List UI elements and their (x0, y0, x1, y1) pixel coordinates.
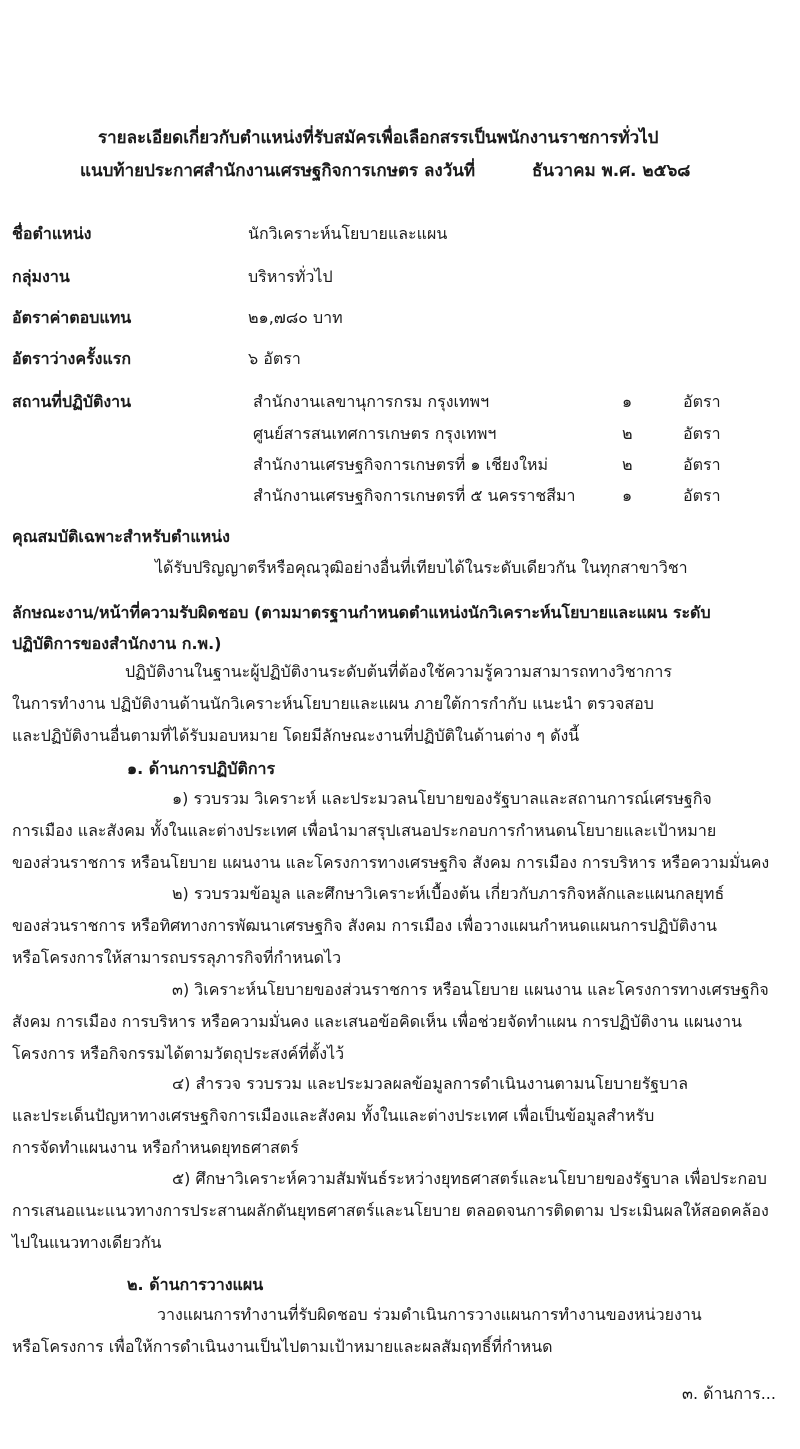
section2-line: วางแผนการทำงานที่รับผิดชอบ ร่วมดำเนินการวางแผนการทำงานของหน่วยงาน (157, 1305, 702, 1324)
vacancy-label: อัตราว่างครั้งแรก (12, 349, 132, 368)
position-label: ชื่อตำแหน่ง (12, 224, 92, 243)
item-line: ของส่วนราชการ หรือทิศทางการพัฒนาเศรษฐกิจ สังคม การเมือง เพื่อวางแผนกำหนดแผนการปฏิบัติงาน (12, 916, 717, 935)
location-unit: อัตรา (683, 392, 721, 411)
vacancy-value: ๖ อัตรา (248, 349, 301, 368)
section1-heading: ๑. ด้านการปฏิบัติการ (127, 759, 276, 778)
item-line: การเมือง และสังคม ทั้งในและต่างประเทศ เพื่อนำมาสรุปเสนอประกอบการกำหนดนโยบายและเป้าหมาย (12, 821, 717, 840)
location-unit: อัตรา (683, 424, 721, 443)
position-value: นักวิเคราะห์นโยบายและแผน (248, 224, 448, 243)
location-name: สำนักงานเลขานุการกรม กรุงเทพฯ (253, 392, 490, 411)
continuation-text: ๓. ด้านการ... (682, 1384, 776, 1403)
location-unit: อัตรา (683, 486, 721, 505)
item-line: และประเด็นปัญหาทางเศรษฐกิจการเมืองและสังคม ทั้งในและต่างประเทศ เพื่อเป็นข้อมูลสำหรับ (12, 1106, 655, 1125)
qualifications-heading: คุณสมบัติเฉพาะสำหรับตำแหน่ง (12, 527, 230, 546)
salary-value: ๒๑,๗๘๐ บาท (248, 308, 343, 327)
group-value: บริหารทั่วไป (248, 267, 333, 286)
section2-text (12, 1299, 702, 1363)
qualifications-text: ได้รับปริญญาตรีหรือคุณวุฒิอย่างอื่นที่เทียบได้ในระดับเดียวกัน ในทุกสาขาวิชา (155, 558, 688, 577)
item-line: ๓) วิเคราะห์นโยบายของส่วนราชการ หรือนโยบาย แผนงาน และโครงการทางเศรษฐกิจ (172, 980, 769, 999)
duties-intro-line: ปฏิบัติงานในฐานะผู้ปฏิบัติงานระดับต้นที่ต้องใช้ความรู้ความสามารถทางวิชาการ (125, 662, 672, 681)
location-count: ๒ (622, 424, 633, 443)
item-line: สังคม การเมือง การบริหาร หรือความมั่นคง และเสนอข้อคิดเห็น เพื่อช่วยจัดทำแผน การปฏิบัติงาน แผนงาน (12, 1012, 742, 1031)
document-title-line2-left: แนบท้ายประกาศสำนักงานเศรษฐกิจการเกษตร ลงวันที่ (80, 161, 476, 181)
item-line: โครงการ หรือกิจกรรมได้ตามวัตถุประสงค์ที่ตั้งไว้ (12, 1044, 345, 1063)
location-count: ๒ (622, 455, 633, 474)
item-line: ของส่วนราชการ หรือนโยบาย แผนงาน และโครงการทางเศรษฐกิจ สังคม การเมือง การบริหาร หรือความมั่นคง (12, 853, 770, 872)
duties-intro-line: และปฏิบัติงานอื่นตามที่ได้รับมอบหมาย โดยมีลักษณะงานที่ปฏิบัติในด้านต่าง ๆ ดังนี้ (12, 726, 580, 745)
item-line: ๑) รวบรวม วิเคราะห์ และประมวลนโยบายของรัฐบาลและสถานการณ์เศรษฐกิจ (172, 789, 712, 808)
item-line: การเสนอแนะแนวทางการประสานผลักดันยุทธศาสตร์และนโยบาย ตลอดจนการติดตาม ประเมินผลให้สอดคล้อง (12, 1201, 769, 1220)
location-label: สถานที่ปฏิบัติงาน (12, 392, 132, 411)
document-title-line2-right: ธันวาคม พ.ศ. ๒๕๖๘ (532, 161, 691, 181)
location-name: สำนักงานเศรษฐกิจการเกษตรที่ ๕ นครราชสีมา (253, 486, 576, 505)
section1-item4 (12, 1068, 688, 1164)
item-line: ๕) ศึกษาวิเคราะห์ความสัมพันธ์ระหว่างยุทธศาสตร์และนโยบายของรัฐบาล เพื่อประกอบ (172, 1169, 767, 1188)
duties-intro (12, 656, 672, 752)
duties-intro-line: ในการทำงาน ปฏิบัติงานด้านนักวิเคราะห์นโยบายและแผน ภายใต้การกำกับ แนะนำ ตรวจสอบ (12, 694, 654, 713)
location-name: ศูนย์สารสนเทศการเกษตร กรุงเทพฯ (253, 424, 497, 443)
item-line: หรือโครงการให้สามารถบรรลุภารกิจที่กำหนดไว (12, 948, 342, 967)
section1-item5 (12, 1163, 769, 1259)
document-title-line1: รายละเอียดเกี่ยวกับตำแหน่งที่รับสมัครเพื่อเลือกสรรเป็นพนักงานราชการทั่วไป (98, 128, 659, 148)
salary-label: อัตราค่าตอบแทน (12, 308, 132, 327)
location-unit: อัตรา (683, 455, 721, 474)
duties-heading-line1: ลักษณะงาน/หน้าที่ความรับผิดชอบ (ตามมาตรฐานกำหนดตำแหน่งนักวิเคราะห์นโยบายและแผน ระดับ (12, 603, 711, 622)
section1-item1 (12, 783, 769, 879)
item-line: ๒) รวบรวมข้อมูล และศึกษาวิเคราะห์เบื้องต้น เกี่ยวกับภารกิจหลักและแผนกลยุทธ์ (172, 884, 725, 903)
location-count: ๑ (622, 392, 633, 411)
item-line: ๔) สำรวจ รวบรวม และประมวลผลข้อมูลการดำเนินงานตามนโยบายรัฐบาล (172, 1074, 689, 1093)
section2-line: หรือโครงการ เพื่อให้การดำเนินงานเป็นไปตามเป้าหมายและผลสัมฤทธิ์ที่กำหนด (12, 1337, 553, 1356)
item-line: ไปในแนวทางเดียวกัน (12, 1233, 162, 1252)
section2-heading: ๒. ด้านการวางแผน (127, 1275, 264, 1294)
duties-heading-line2: ปฏิบัติการของสำนักงาน ก.พ.) (12, 634, 222, 653)
section1-item3 (12, 974, 769, 1070)
location-count: ๑ (622, 486, 633, 505)
item-line: การจัดทำแผนงาน หรือกำหนดยุทธศาสตร์ (12, 1138, 299, 1157)
location-name: สำนักงานเศรษฐกิจการเกษตรที่ ๑ เชียงใหม่ (253, 455, 549, 474)
group-label: กลุ่มงาน (12, 267, 70, 286)
section1-item2 (12, 878, 724, 974)
